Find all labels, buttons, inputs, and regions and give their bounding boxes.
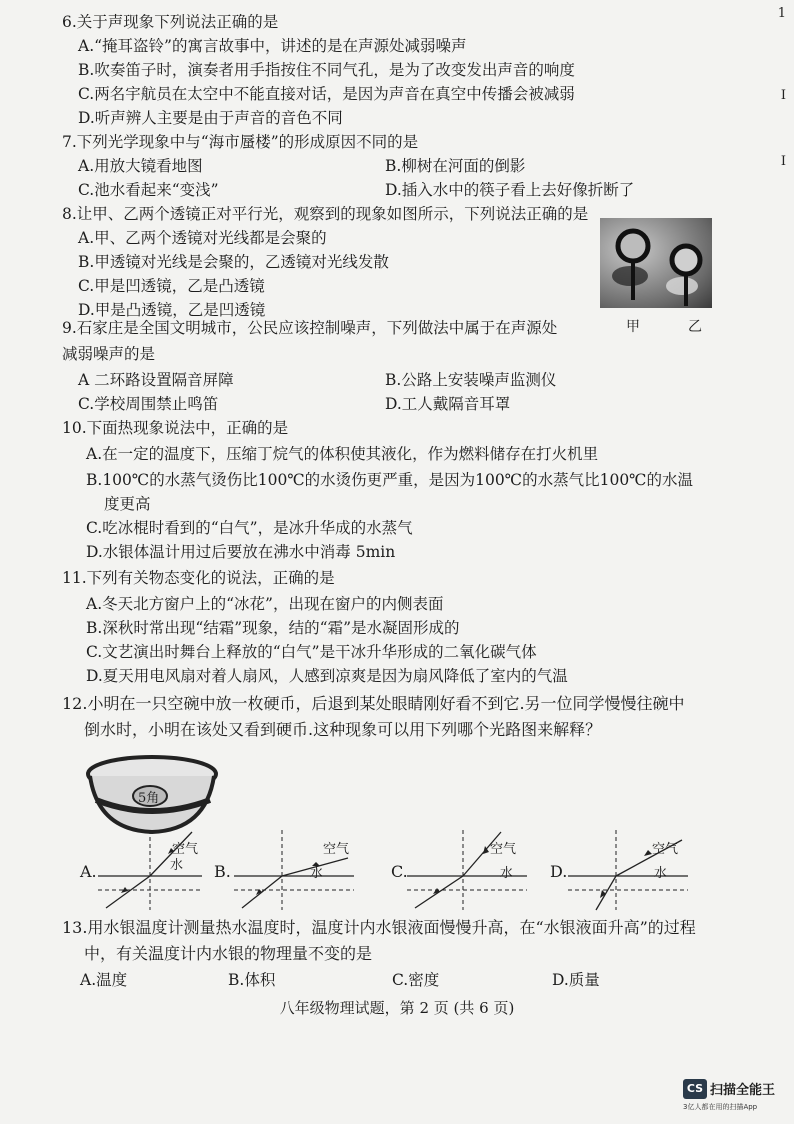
diagram-a-air-label: 空气 [172, 842, 199, 857]
q8-option-a: A.甲、乙两个透镜对光线都是会聚的 [78, 229, 327, 247]
q10-option-c: C.吃冰棍时看到的“白气”，是冰升华成的水蒸气 [86, 519, 413, 537]
q8-option-c: C.甲是凹透镜，乙是凸透镜 [78, 277, 265, 295]
diagram-d-letter: D. [550, 862, 568, 881]
q9-option-b: B.公路上安装噪声监测仪 [385, 371, 557, 389]
q13-stem-line2: 中，有关温度计内水银的物理量不变的是 [84, 944, 373, 963]
q10-option-d: D.水银体温计用过后要放在沸水中消毒 5min [86, 543, 396, 561]
q13-option-d: D.质量 [552, 971, 600, 989]
q9-option-a: A 二环路设置隔音屏障 [78, 371, 234, 389]
q10-stem: 10.下面热现象说法中，正确的是 [62, 419, 289, 437]
q6-option-b: B.吹奏笛子时，演奏者用手指按住不同气孔，是为了改变发出声音的响度 [78, 61, 575, 79]
diagram-c-letter: C. [391, 862, 408, 881]
scanner-name: 扫描全能王 [710, 1083, 776, 1098]
q13-stem-line1: 13.用水银温度计测量热水温度时，温度计内水银液面慢慢升高，在“水银液面升高”的过程 [62, 918, 696, 937]
q11-option-d: D.夏天用电风扇对着人扇风，人感到凉爽是因为扇风降低了室内的气温 [86, 667, 568, 685]
q12-stem-line2: 倒水时，小明在该处又看到硬币.这种现象可以用下列哪个光路图来解释？ [84, 720, 602, 739]
edge-number: I [780, 88, 786, 103]
q6-option-a: A.“掩耳盗铃”的寓言故事中，讲述的是在声源处减弱噪声 [78, 37, 467, 55]
q9-stem-line1: 9.石家庄是全国文明城市，公民应该控制噪声，下列做法中属于在声源处 [62, 319, 558, 337]
q8-stem: 8.让甲、乙两个透镜正对平行光，观察到的现象如图所示，下列说法正确的是 [62, 205, 589, 223]
q10-option-a: A.在一定的温度下，压缩丁烷气的体积使其液化，作为燃料储存在打火机里 [86, 445, 599, 463]
q6-option-d: D.听声辨人主要是由于声音的音色不同 [78, 109, 343, 127]
diagram-c-water-label: 水 [500, 866, 514, 881]
diagram-b-letter: B. [214, 862, 231, 881]
diagram-b-water-label: 水 [310, 866, 324, 881]
q9-option-c: C.学校周围禁止鸣笛 [78, 395, 219, 413]
q11-option-c: C.文艺演出时舞台上释放的“白气”是干冰升华形成的二氧化碳气体 [86, 643, 537, 661]
q7-option-c: C.池水看起来“变浅” [78, 181, 219, 199]
q12-stem-line1: 12.小明在一只空碗中放一枚硬币，后退到某处眼睛刚好看不到它.另一位同学慢慢往碗中 [62, 694, 685, 713]
q6-option-c: C.两名宇航员在太空中不能直接对话，是因为声音在真空中传播会被减弱 [78, 85, 575, 103]
diagram-a-letter: A. [80, 862, 97, 881]
lens-label-yi: 乙 [688, 319, 702, 335]
diagram-c-air-label: 空气 [490, 842, 517, 857]
lens-illustration [600, 218, 712, 308]
coin-label: 5角 [138, 791, 160, 806]
q13-option-b: B.体积 [228, 971, 276, 989]
lens-photo [600, 218, 712, 308]
q8-option-d: D.甲是凸透镜，乙是凹透镜 [78, 301, 266, 319]
q7-option-b: B.柳树在河面的倒影 [385, 157, 526, 175]
q10-option-b-line1: B.100℃的水蒸气烫伤比100℃的水烫伤更严重，是因为100℃的水蒸气比100℃的水温 [86, 471, 694, 489]
scanner-watermark [683, 1078, 775, 1099]
page-footer: 八年级物理试题，第 2 页 (共 6 页) [279, 999, 515, 1017]
q13-option-c: C.密度 [392, 971, 440, 989]
q7-option-a: A.用放大镜看地图 [78, 157, 203, 175]
scanner-tagline: 3亿人都在用的扫描App [683, 1103, 758, 1111]
q7-stem: 7.下列光学现象中与“海市蜃楼”的形成原因不同的是 [62, 133, 419, 151]
scanner-badge: CS [683, 1079, 707, 1099]
q7-option-d: D.插入水中的筷子看上去好像折断了 [385, 181, 635, 199]
q11-option-b: B.深秋时常出现“结霜”现象，结的“霜”是水凝固形成的 [86, 619, 460, 637]
edge-number: 1 [777, 6, 786, 21]
q8-option-b: B.甲透镜对光线是会聚的，乙透镜对光线发散 [78, 253, 389, 271]
q11-stem: 11.下列有关物态变化的说法，正确的是 [62, 569, 335, 587]
diagram-a-water-label: 水 [170, 858, 184, 873]
q9-stem-line2: 减弱噪声的是 [62, 345, 156, 363]
q6-stem: 6.关于声现象下列说法正确的是 [62, 13, 279, 31]
edge-number: I [780, 154, 786, 169]
lens-label-jia: 甲 [626, 319, 640, 335]
q13-option-a: A.温度 [80, 971, 128, 989]
q9-option-d: D.工人戴隔音耳罩 [385, 395, 511, 413]
q11-option-a: A.冬天北方窗户上的“冰花”，出现在窗户的内侧表面 [86, 595, 444, 613]
diagram-d-water-label: 水 [654, 866, 668, 881]
q10-option-b-line2: 度更高 [104, 495, 151, 513]
diagram-d-air-label: 空气 [652, 842, 679, 857]
diagram-b-air-label: 空气 [323, 842, 350, 857]
